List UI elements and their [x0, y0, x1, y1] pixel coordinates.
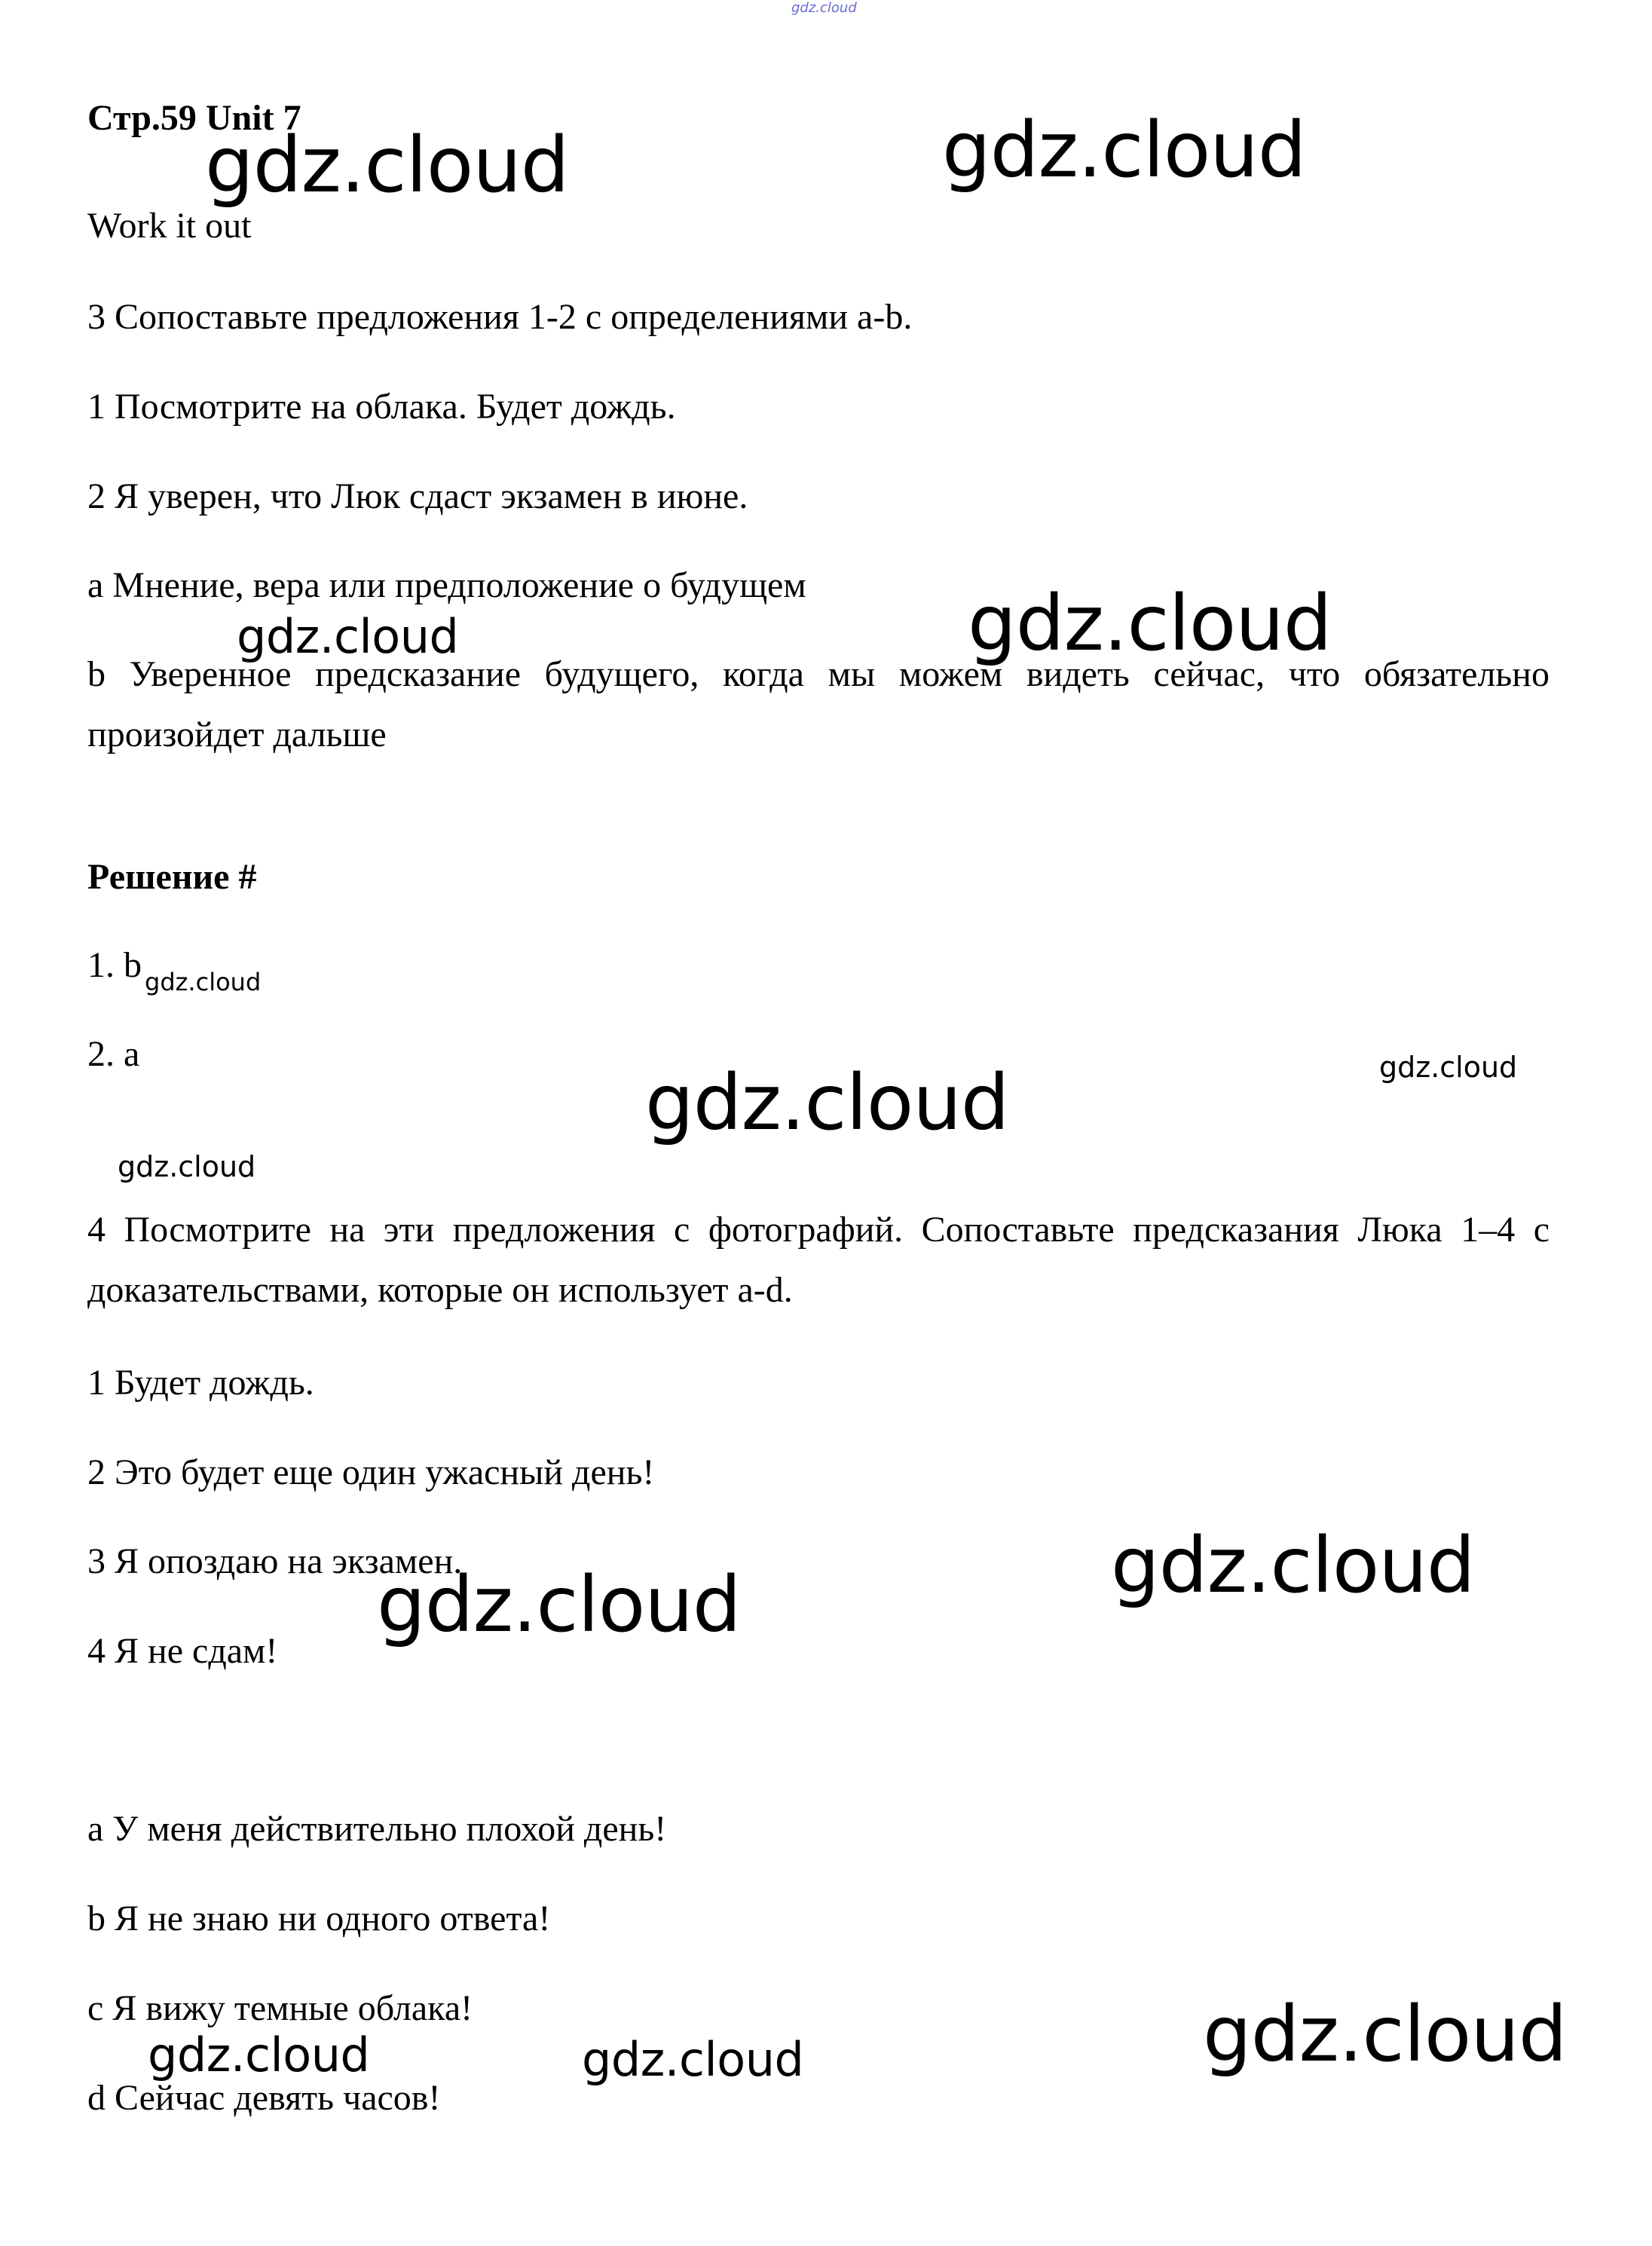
watermark: gdz.cloud [645, 1058, 1009, 1148]
task4-evidence-d: d Сейчас девять часов! [87, 2078, 441, 2118]
task3-definition-b: b Уверенное предсказание будущего, когда мы можем видеть сейчас, что обязательно произойдет дальше [87, 654, 1550, 754]
watermark: gdz.cloud [205, 121, 569, 210]
watermark: gdz.cloud [1203, 1990, 1567, 2079]
watermark: gdz.cloud [118, 1150, 256, 1183]
task4-evidence-c: c Я вижу темные облака! [87, 1988, 473, 2028]
watermark-top: gdz.cloud [791, 0, 857, 16]
watermark: gdz.cloud [1111, 1521, 1475, 1611]
watermark: gdz.cloud [148, 2027, 370, 2082]
watermark: gdz.cloud [582, 2032, 804, 2087]
watermark-inline: gdz.cloud [145, 968, 262, 996]
task4-evidence-b: b Я не знаю ни одного ответа! [87, 1899, 551, 1938]
task4-prediction-4: 4 Я не сдам! [87, 1631, 278, 1671]
solution-heading: Решение # [87, 857, 257, 897]
task3-definition-a: a Мнение, вера или предположение о будущем [87, 565, 806, 605]
watermark: gdz.cloud [1379, 1051, 1518, 1084]
watermark: gdz.cloud [377, 1560, 741, 1650]
task4-evidence-a: a У меня действительно плохой день! [87, 1809, 667, 1849]
task4-prediction-1: 1 Будет дождь. [87, 1363, 314, 1403]
task3-sentence-1: 1 Посмотрите на облака. Будет дождь. [87, 387, 676, 427]
answer-1 [87, 944, 261, 1004]
task4-prediction-2: 2 Это будет еще один ужасный день! [87, 1452, 655, 1492]
section-title: Work it out [87, 206, 252, 246]
watermark: gdz.cloud [942, 106, 1306, 195]
task4-prompt: 4 Посмотрите на эти предложения с фотографий. Сопоставьте предсказания Люка 1–4 с доказательствами, которые он использует a-d. [87, 1210, 1550, 1310]
watermark: gdz.cloud [968, 579, 1332, 669]
answer-1-text: 1. b [87, 945, 142, 985]
task3-sentence-2: 2 Я уверен, что Люк сдаст экзамен в июне. [87, 476, 748, 516]
task4-prediction-3: 3 Я опоздаю на экзамен. [87, 1541, 463, 1581]
answer-2: 2. a [87, 1034, 140, 1074]
task3-prompt: 3 Сопоставьте предложения 1-2 с определениями a-b. [87, 297, 913, 337]
watermark: gdz.cloud [237, 609, 459, 664]
page-title: Стр.59 Unit 7 [87, 98, 301, 138]
